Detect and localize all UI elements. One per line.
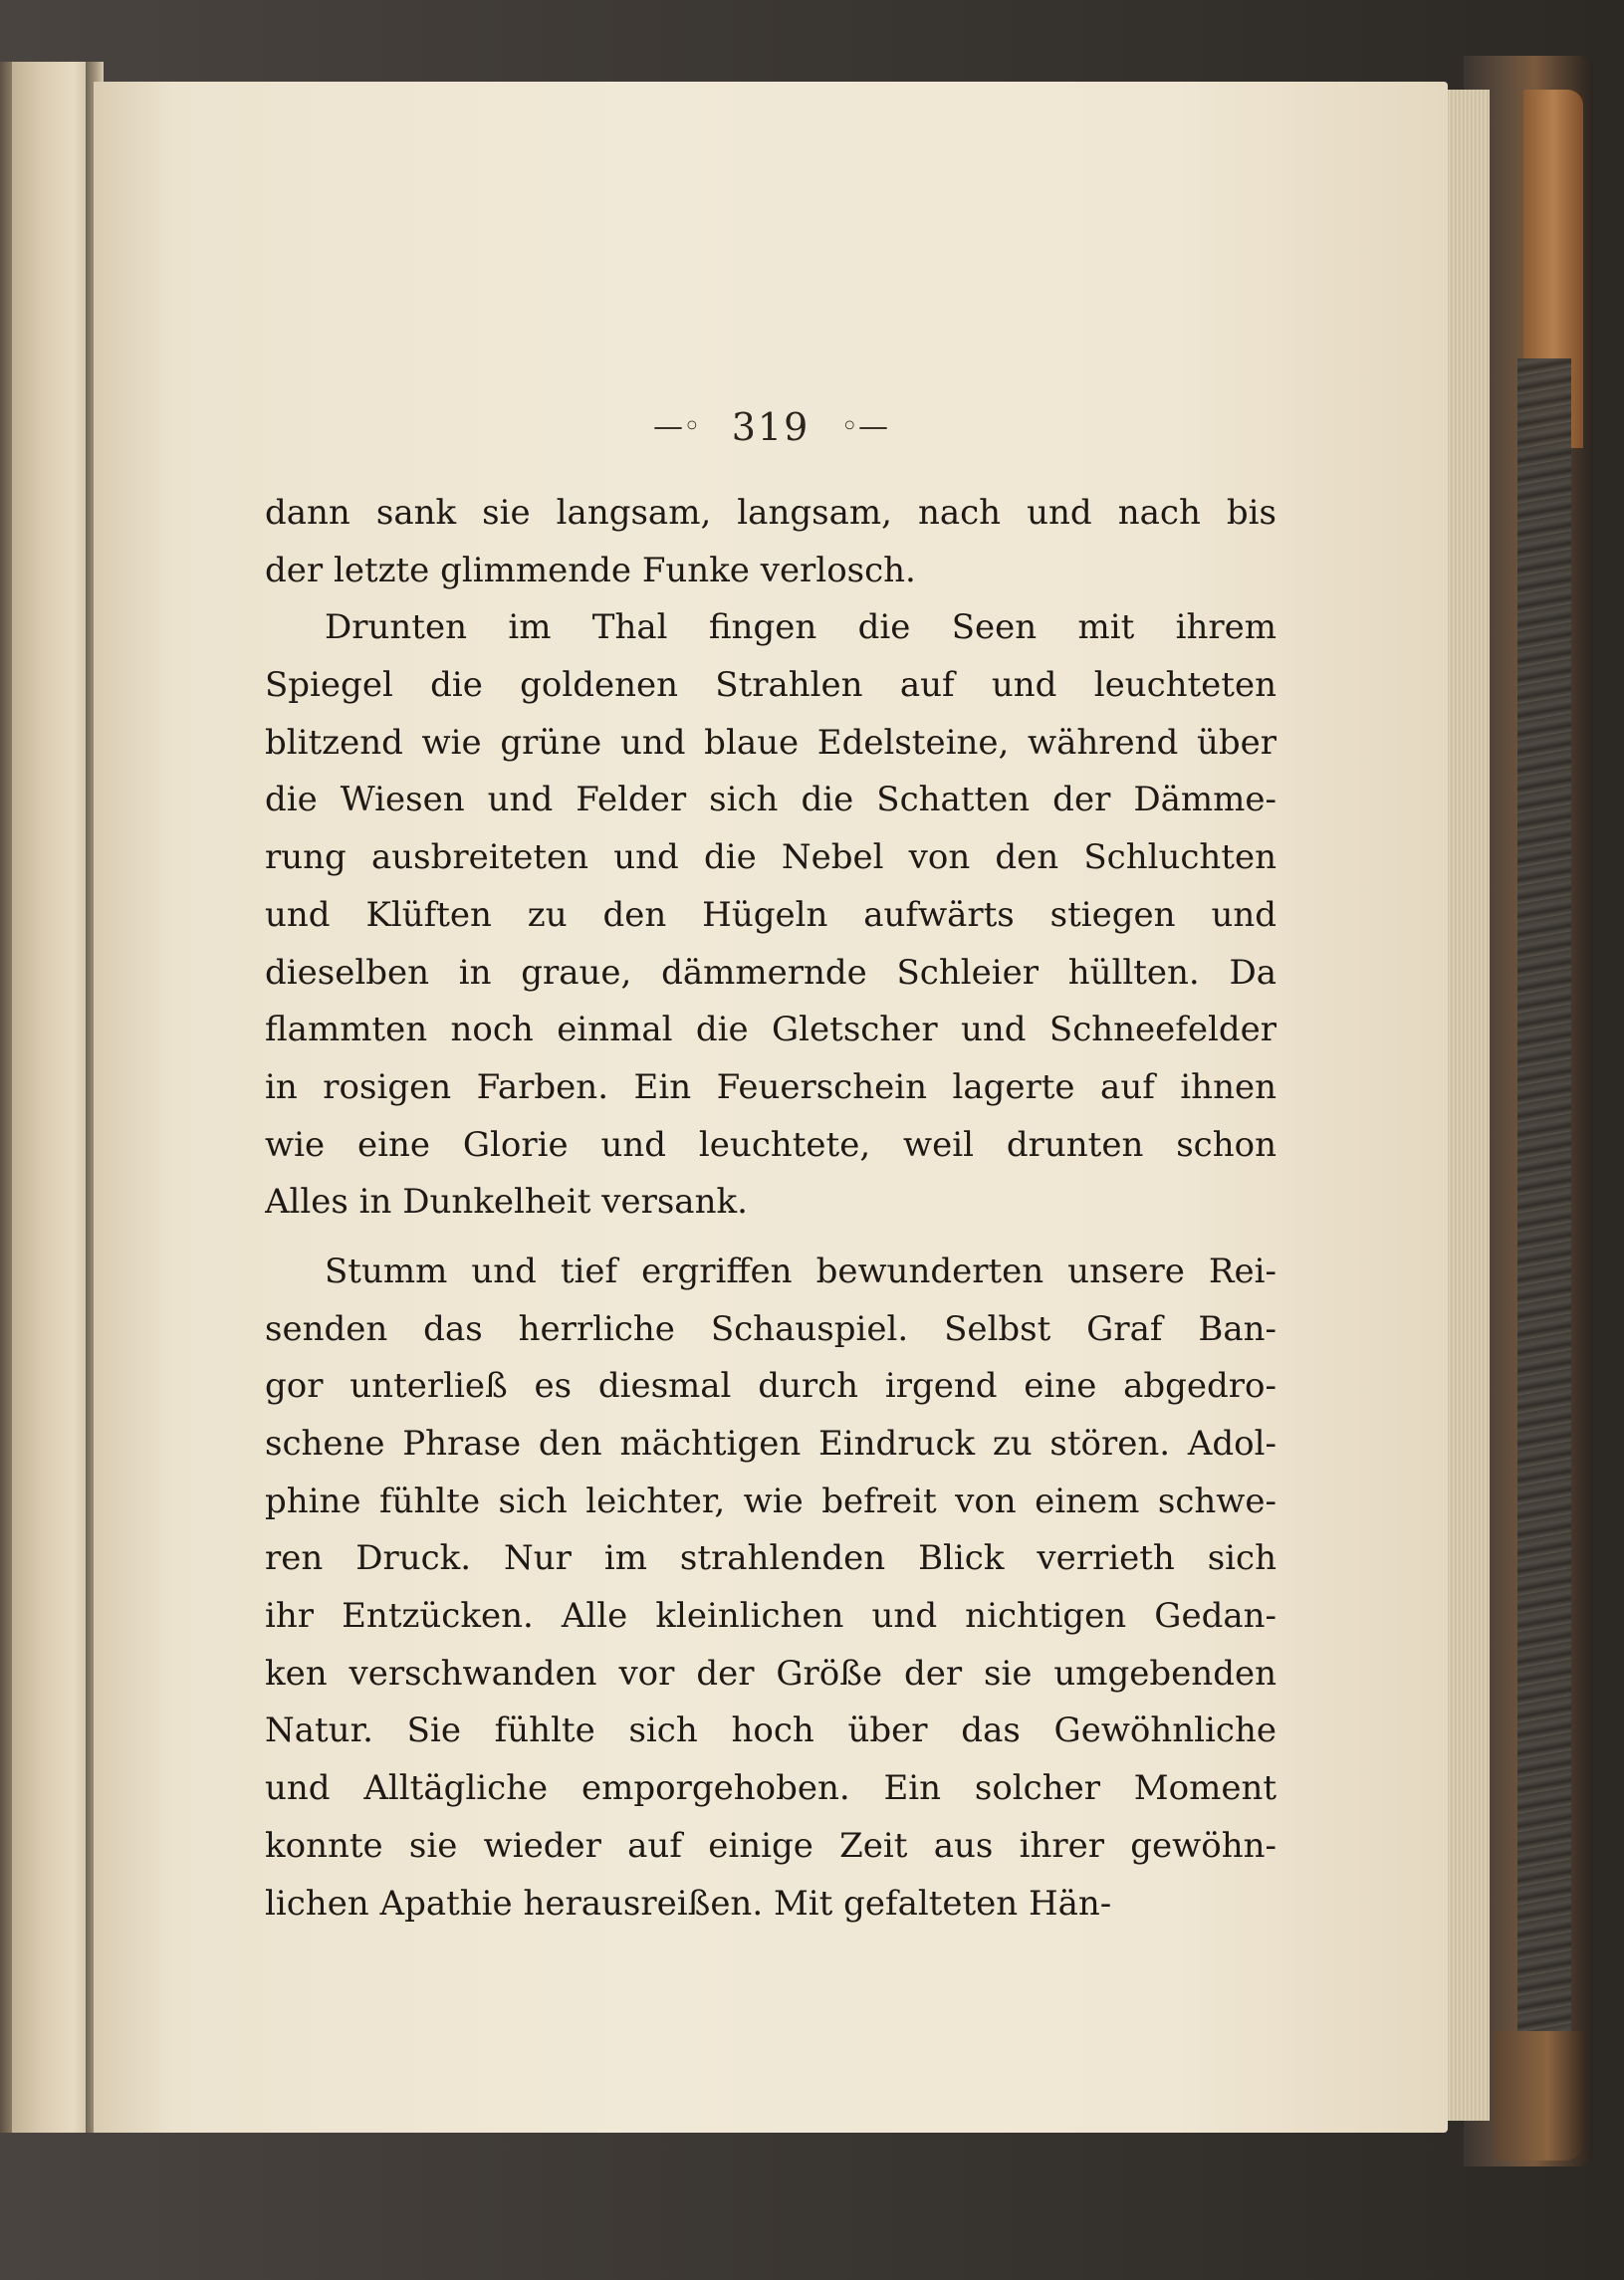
text-line: rung ausbreiteten und die Nebel von den Schluchten (265, 837, 1276, 878)
text-line: flammten noch einmal die Gletscher und Schneefelder (265, 1010, 1276, 1050)
text-line: gor unterließ es diesmal durch irgend eine abgedro- (265, 1366, 1276, 1407)
text-line: dann sank sie langsam, langsam, nach und nach bis (265, 493, 1276, 533)
leather-corner-bottom (1494, 2031, 1583, 2161)
paragraph (265, 1244, 1276, 1933)
text-line: phine fühlte sich leichter, wie befreit von einem schwe- (265, 1481, 1276, 1521)
page-number: 319 (731, 405, 811, 449)
text-line: lichen Apathie herausreißen. Mit gefalteten Hän- (265, 1883, 1112, 1924)
text-line: Alles in Dunkelheit versank. (265, 1182, 748, 1223)
text-line: senden das herrliche Schauspiel. Selbst Graf Ban- (265, 1308, 1276, 1349)
text-line: Drunten im Thal fingen die Seen mit ihrem (325, 607, 1276, 648)
text-line: ren Druck. Nur im strahlenden Blick verrieth sich (265, 1538, 1276, 1579)
text-line: der letzte glimmende Funke verlosch. (265, 550, 916, 590)
previous-page-edge (0, 62, 92, 2133)
text-line: und Alltägliche emporgehoben. Ein solcher Moment (265, 1768, 1276, 1809)
paragraph (265, 485, 1276, 599)
book-page (94, 82, 1448, 2133)
text-line: blitzend wie grüne und blaue Edelsteine, während über (265, 722, 1276, 763)
page-header (94, 402, 1448, 452)
text-line: ihr Entzücken. Alle kleinlichen und nichtigen Gedan- (265, 1596, 1276, 1637)
text-line: schene Phrase den mächtigen Eindruck zu stören. Adol- (265, 1424, 1276, 1464)
left-cover-edge (0, 62, 12, 2133)
text-line: die Wiesen und Felder sich die Schatten der Dämme- (265, 780, 1276, 820)
text-line: ken verschwanden vor der Größe der sie umgebenden (265, 1653, 1276, 1694)
ornament-right-icon: ◦— (840, 409, 889, 444)
marbled-cover-board (1517, 358, 1571, 2131)
text-line: Spiegel die goldenen Strahlen auf und leuchteten (265, 665, 1276, 706)
ornament-left-icon: —◦ (652, 409, 701, 444)
text-line: in rosigen Farben. Ein Feuerschein lagerte auf ihnen (265, 1066, 1276, 1107)
text-line: Natur. Sie fühlte sich hoch über das Gewöhnliche (265, 1710, 1276, 1751)
text-line: dieselben in graue, dämmernde Schleier hüllten. Da (265, 952, 1276, 993)
text-line: Stumm und tief ergriffen bewunderten unsere Rei- (325, 1251, 1276, 1291)
paragraph-gap (265, 1232, 1276, 1244)
text-line: und Klüften zu den Hügeln aufwärts stiegen und (265, 894, 1276, 935)
paragraph (265, 599, 1276, 1232)
text-line: wie eine Glorie und leuchtete, weil drunten schon (265, 1124, 1276, 1165)
text-line: konnte sie wieder auf einige Zeit aus ihrer gewöhn- (265, 1825, 1276, 1866)
page-body-text (265, 485, 1276, 1933)
